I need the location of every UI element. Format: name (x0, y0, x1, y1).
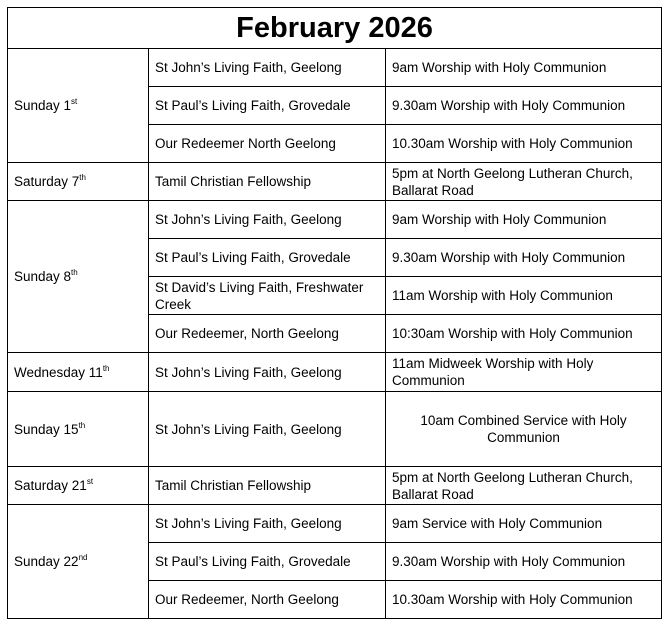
service-cell: 9.30am Worship with Holy Communion (386, 543, 662, 581)
table-row (8, 353, 662, 392)
day-suffix: st (86, 477, 94, 486)
service-cell: 9am Service with Holy Communion (386, 505, 662, 543)
service-cell: 10.30am Worship with Holy Communion (386, 581, 662, 619)
service-cell: 10.30am Worship with Holy Communion (386, 125, 662, 163)
day-cell (8, 505, 149, 619)
church-cell: St John’s Living Faith, Geelong (149, 201, 386, 239)
day-cell (8, 392, 149, 467)
table-row (8, 49, 662, 87)
day-cell (8, 467, 149, 505)
table-row (8, 467, 662, 505)
church-cell: St David’s Living Faith, Freshwater Creek (149, 277, 386, 315)
church-cell: Our Redeemer North Geelong (149, 125, 386, 163)
church-cell: Our Redeemer, North Geelong (149, 581, 386, 619)
service-cell: 9am Worship with Holy Communion (386, 201, 662, 239)
schedule-table (7, 7, 662, 619)
title-row (8, 8, 662, 49)
day-label: Saturday 21 (14, 478, 87, 493)
service-cell: 11am Worship with Holy Communion (386, 277, 662, 315)
service-cell: 5pm at North Geelong Lutheran Church, Ballarat Road (386, 163, 662, 201)
day-suffix: th (78, 420, 86, 430)
service-cell: 5pm at North Geelong Lutheran Church, Ballarat Road (386, 467, 662, 505)
church-cell: St John’s Living Faith, Geelong (149, 353, 386, 392)
day-cell (8, 163, 149, 201)
day-suffix: st (71, 97, 78, 106)
day-suffix: nd (78, 553, 88, 562)
day-suffix: th (71, 268, 78, 277)
service-cell: 9.30am Worship with Holy Communion (386, 87, 662, 125)
service-cell: 9am Worship with Holy Communion (386, 49, 662, 87)
day-label: Saturday 7 (14, 174, 80, 189)
church-cell: St Paul’s Living Faith, Grovedale (149, 543, 386, 581)
page-title: February 2026 (8, 8, 662, 49)
day-cell (8, 201, 149, 353)
day-cell (8, 353, 149, 392)
service-cell: 10:30am Worship with Holy Communion (386, 315, 662, 353)
service-cell: 11am Midweek Worship with Holy Communion (386, 353, 662, 392)
day-label: Sunday 8 (14, 269, 72, 284)
service-cell: 9.30am Worship with Holy Communion (386, 239, 662, 277)
day-label: Wednesday 11 (14, 364, 103, 380)
table-row (8, 201, 662, 239)
church-cell: St John’s Living Faith, Geelong (149, 49, 386, 87)
day-label: Sunday 15 (14, 421, 79, 437)
table-row (8, 505, 662, 543)
church-cell: Tamil Christian Fellowship (149, 163, 386, 201)
day-suffix: th (102, 363, 110, 373)
church-cell: St Paul’s Living Faith, Grovedale (149, 87, 386, 125)
day-label: Sunday 22 (14, 554, 79, 569)
church-cell: Our Redeemer, North Geelong (149, 315, 386, 353)
church-cell: Tamil Christian Fellowship (149, 467, 386, 505)
day-label: Sunday 1 (14, 98, 72, 113)
day-suffix: th (79, 173, 86, 182)
church-cell: St Paul’s Living Faith, Grovedale (149, 239, 386, 277)
table-row (8, 163, 662, 201)
table-row (8, 392, 662, 467)
service-cell: 10am Combined Service with Holy Communion (386, 392, 662, 467)
church-cell: St John’s Living Faith, Geelong (149, 392, 386, 467)
church-cell: St John’s Living Faith, Geelong (149, 505, 386, 543)
day-cell (8, 49, 149, 163)
